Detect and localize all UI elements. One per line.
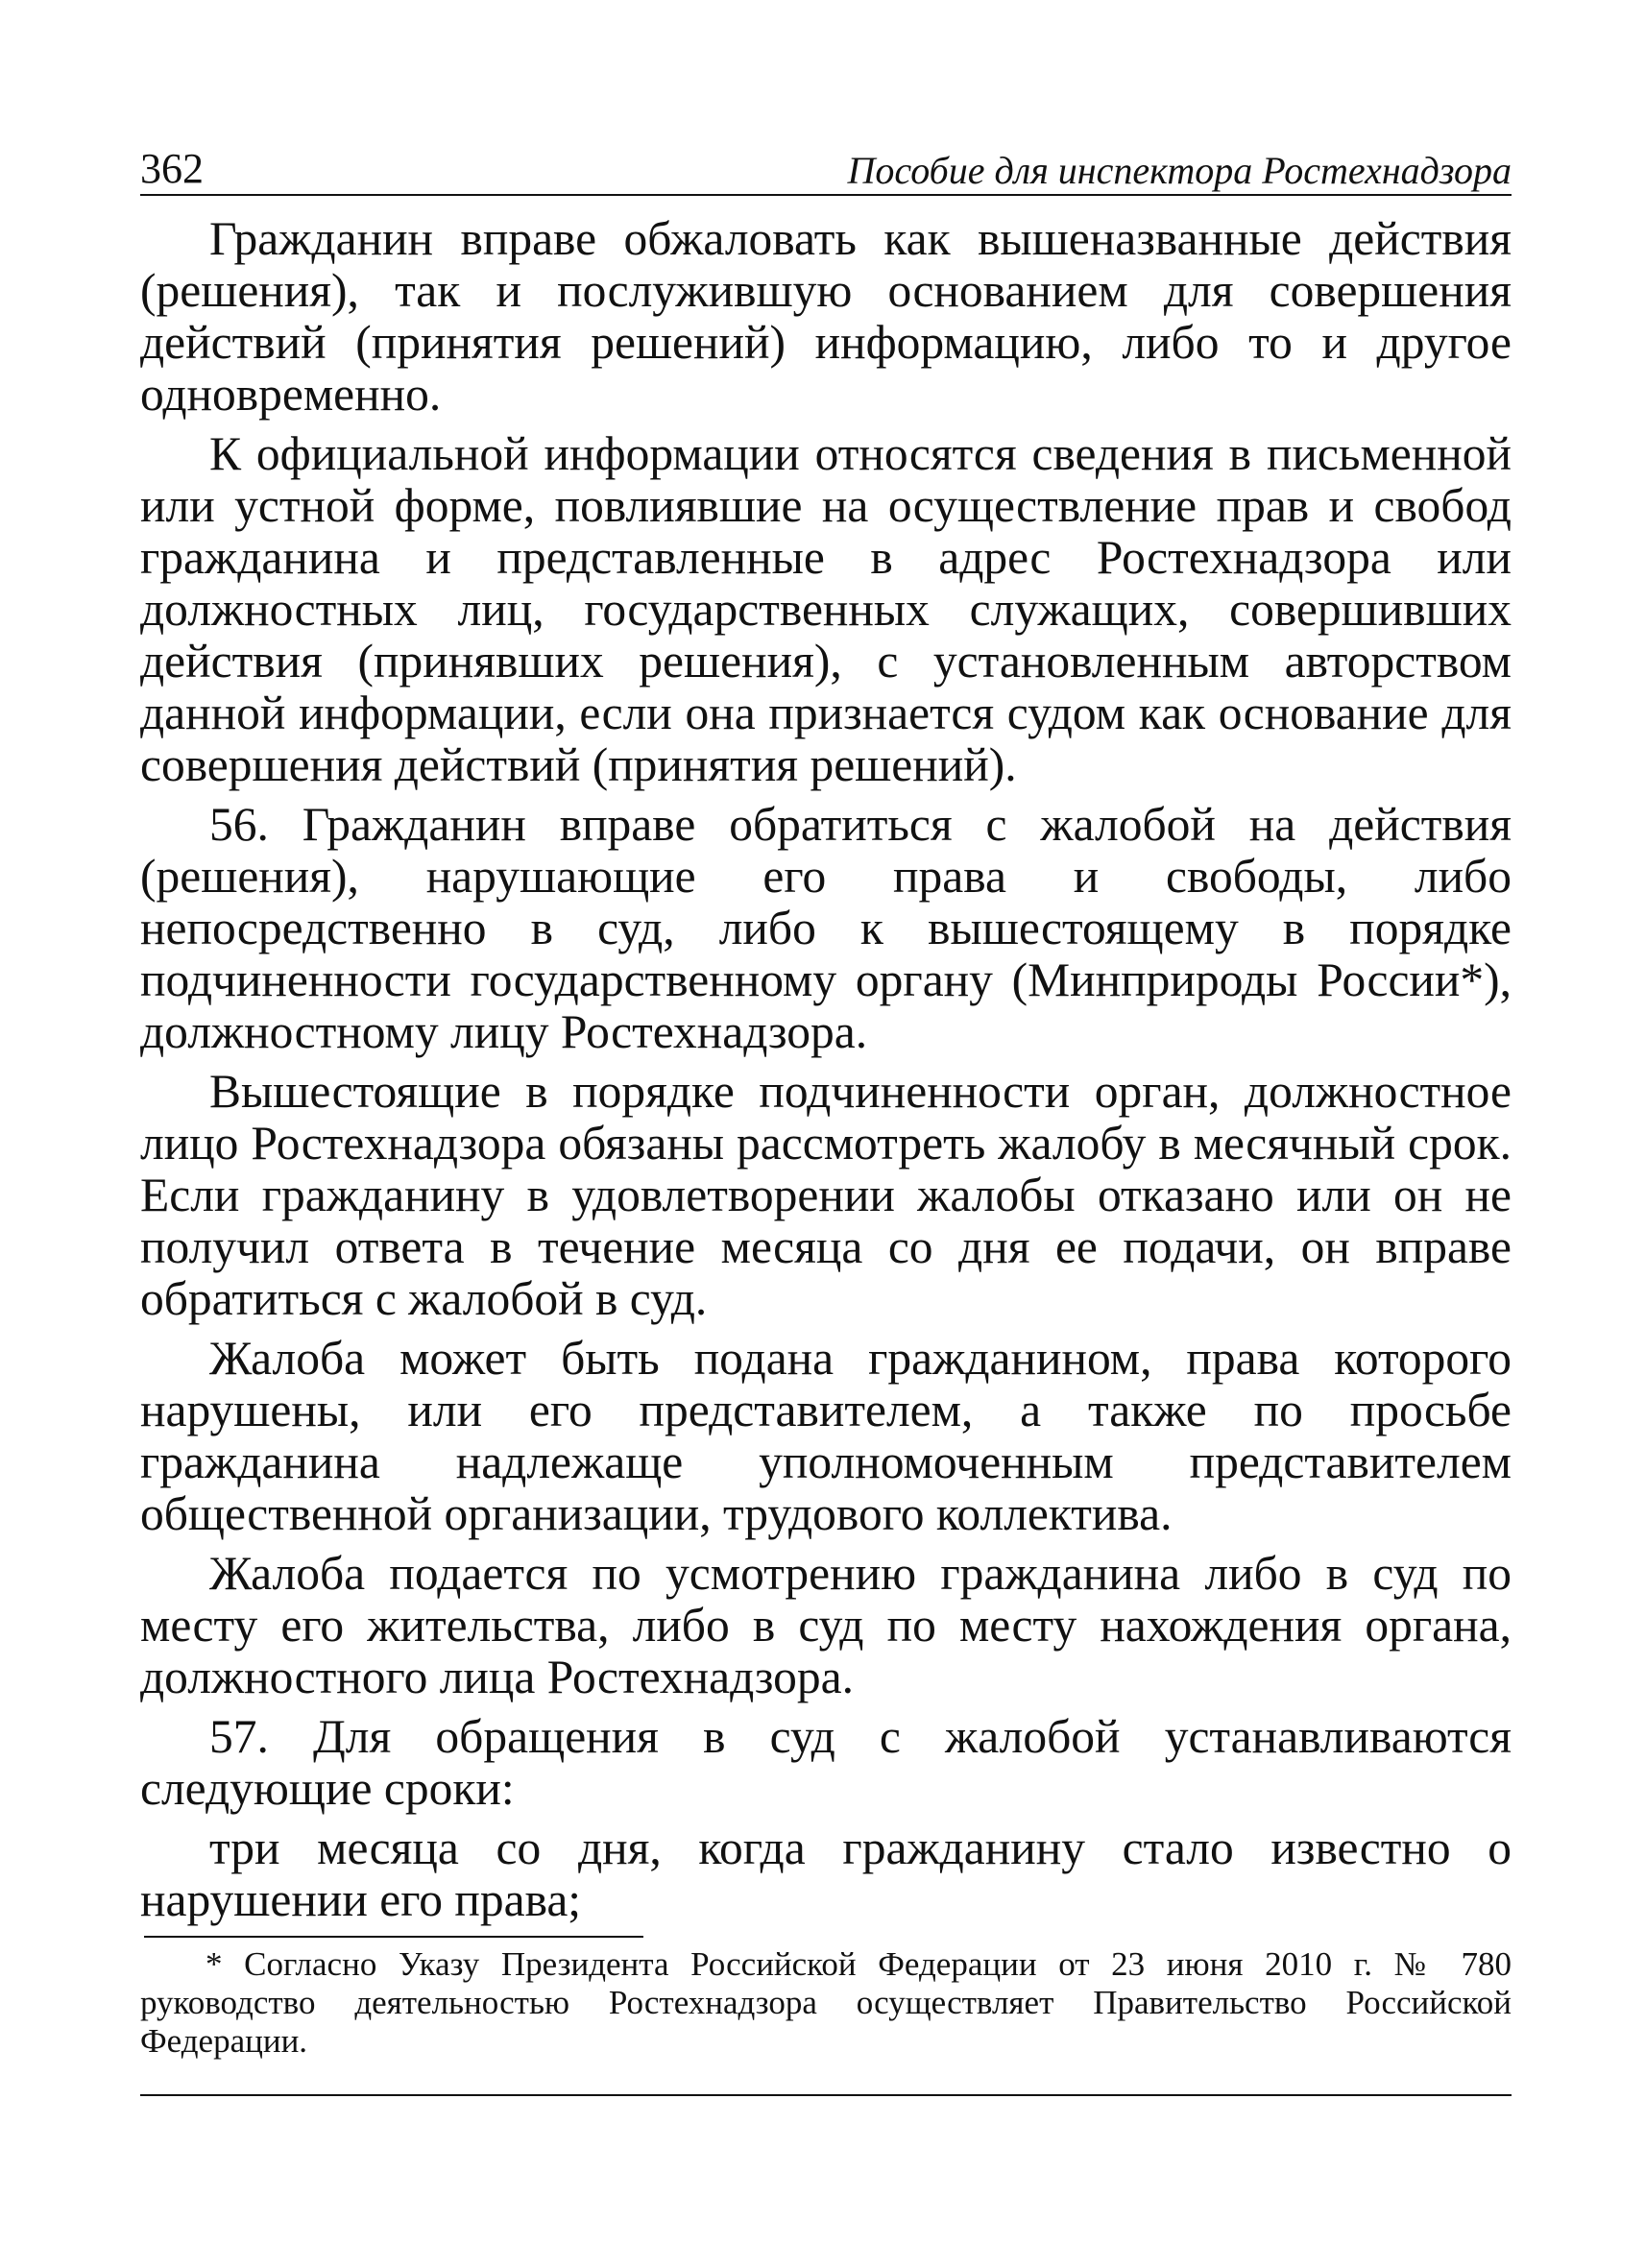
paragraph-item-57: 57. Для обращения в суд с жалобой устанавливаются следующие сроки: <box>140 1710 1512 1815</box>
bottom-divider <box>140 2094 1512 2096</box>
paragraph: Жалоба подается по усмотрению гражданина либо в суд по месту его жительства, либо в суд по месту нахождения органа, должностного лица Ростехнадзора. <box>140 1547 1512 1703</box>
body-text <box>140 213 1512 1926</box>
paragraph-item-56: 56. Гражданин вправе обратиться с жалобой на действия (решения), нарушающие его права и свободы, либо непосредственно в суд, либо к вышестоящему в порядке подчиненности государственному органу (Минприроды России*), должностному лицу Ростехнадзора. <box>140 798 1512 1058</box>
page-header <box>140 134 1512 196</box>
footnote: * Согласно Указу Президента Российской Федерации от 23 июня 2010 г. № 780 руководство деятельностью Ростехнадзора осуществляет Правительство Российской Федерации. <box>140 1945 1512 2060</box>
paragraph: Жалоба может быть подана гражданином, права которого нарушены, или его представителем, а также по просьбе гражданина надлежаще уполномоченным представителем общественной организации, трудового коллектива. <box>140 1332 1512 1540</box>
paragraph: К официальной информации относятся сведения в письменной или устной форме, повлиявшие на осуществление прав и свобод гражданина и представленные в адрес Ростехнадзора или должностных лиц, государственных служащих, совершивших действия (принявших решения), с установленным авторством данной информации, если она признается судом как основание для совершения действий (принятия решений). <box>140 427 1512 791</box>
book-page <box>140 134 1512 2096</box>
running-title: Пособие для инспектора Ростехнадзора <box>847 149 1512 192</box>
paragraph: три месяца со дня, когда гражданину стало известно о нарушении его права; <box>140 1822 1512 1926</box>
paragraph: Гражданин вправе обжаловать как вышеназванные действия (решения), так и послужившую основанием для совершения действий (принятия решений) информацию, либо то и другое одновременно. <box>140 212 1512 421</box>
paragraph: Вышестоящие в порядке подчиненности орган, должностное лицо Ростехнадзора обязаны рассмотреть жалобу в месячный срок. Если гражданину в удовлетворении жалобы отказано или он не получил ответа в течение месяца со дня ее подачи, он вправе обратиться с жалобой в суд. <box>140 1065 1512 1325</box>
footnote-divider <box>144 1936 643 1938</box>
page-number: 362 <box>140 145 204 192</box>
